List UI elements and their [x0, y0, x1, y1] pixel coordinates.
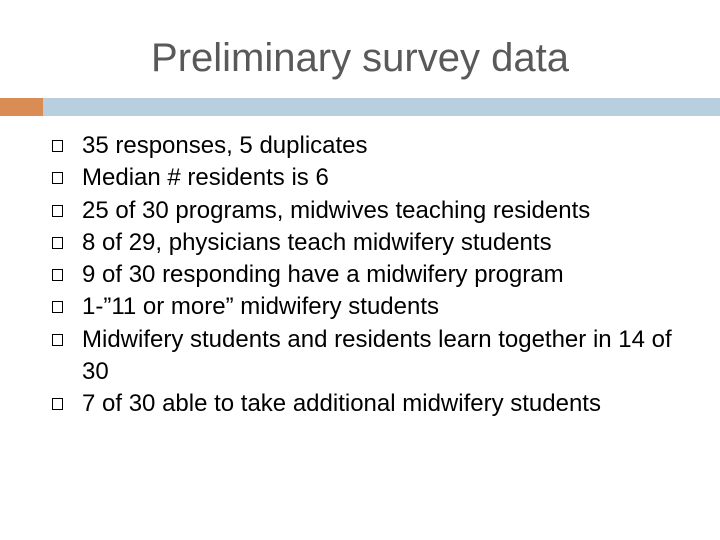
list-item [52, 259, 702, 291]
list-item [52, 291, 702, 323]
title-divider-rule [43, 98, 720, 116]
bullet-text: 35 responses, 5 duplicates [82, 132, 368, 159]
title-accent-rule [0, 98, 43, 116]
slide-title: Preliminary survey data [151, 36, 569, 80]
bullet-text: Midwifery students and residents learn together in 14 of 30 [82, 325, 672, 386]
bullet-text: 9 of 30 responding have a midwifery program [82, 261, 564, 289]
bullet-text: Median # residents is 6 [82, 164, 329, 192]
hollow-square-bullet-icon [52, 140, 63, 152]
list-item [52, 162, 702, 194]
list-item [52, 324, 702, 389]
bullet-list [52, 130, 702, 421]
hollow-square-bullet-icon [52, 172, 63, 184]
list-item [52, 195, 702, 227]
bullet-text: 1-”11 or more” midwifery students [82, 293, 439, 321]
bullet-text: 8 of 29, physicians teach midwifery students [82, 228, 552, 256]
hollow-square-bullet-icon [52, 269, 63, 281]
hollow-square-bullet-icon [52, 398, 63, 410]
hollow-square-bullet-icon [52, 334, 63, 346]
bullet-text: 25 of 30 programs, midwives teaching residents [82, 196, 591, 224]
hollow-square-bullet-icon [52, 301, 63, 313]
bullet-text: 7 of 30 able to take additional midwifery students [82, 390, 601, 418]
list-item [52, 388, 702, 420]
list-item [52, 130, 702, 162]
list-item [52, 227, 702, 259]
hollow-square-bullet-icon [52, 237, 63, 249]
hollow-square-bullet-icon [52, 205, 63, 217]
